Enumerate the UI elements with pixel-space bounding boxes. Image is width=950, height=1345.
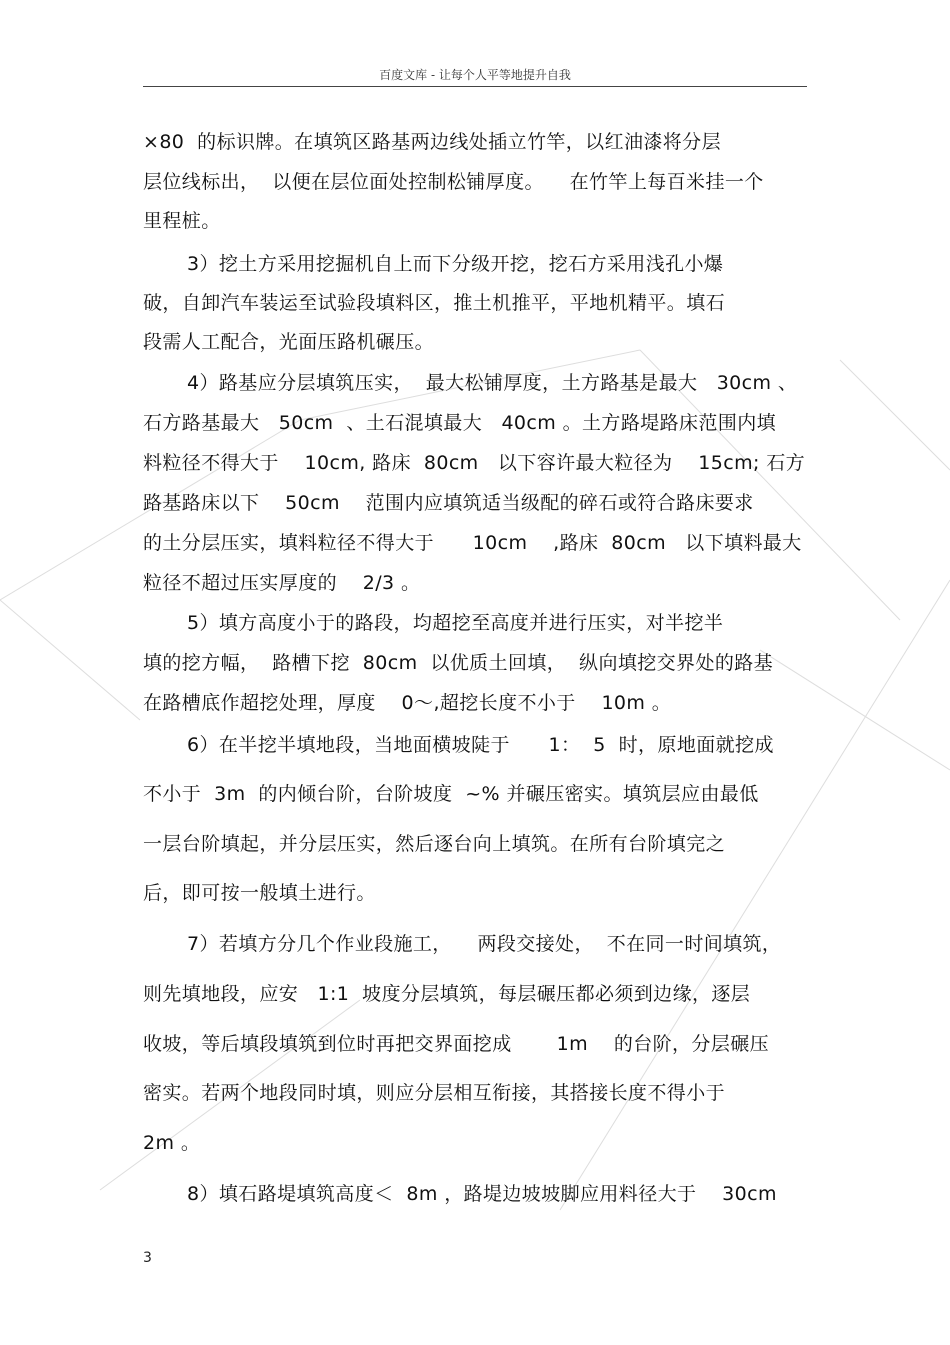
- text-line: 后，即可按一般填土进行。: [143, 882, 376, 904]
- text-line: 粒径不超过压实厚度的 2/3 。: [143, 572, 421, 594]
- text-line: 2m 。: [143, 1132, 201, 1154]
- text-line: 段需人工配合，光面压路机碾压。: [143, 331, 435, 353]
- page-header: 百度文库 - 让每个人平等地提升自我: [379, 68, 571, 82]
- paragraph-start-4: 4）路基应分层填筑压实， 最大松铺厚度，土方路基是最大 30cm 、: [187, 372, 798, 394]
- text-line: 则先填地段，应安 1:1 坡度分层填筑，每层碾压都必须到边缘，逐层: [143, 983, 751, 1005]
- text-line: 的土分层压实，填料粒径不得大于 10cm ,路床 80cm 以下填料最大: [143, 532, 802, 554]
- text-line: ×80 的标识牌。在填筑区路基两边线处插立竹竿，以红油漆将分层: [143, 131, 721, 153]
- text-line: 层位线标出， 以便在层位面处控制松铺厚度。 在竹竿上每百米挂一个: [143, 171, 764, 193]
- paragraph-start-7: 7）若填方分几个作业段施工， 两段交接处， 不在同一时间填筑，: [187, 933, 782, 955]
- text-line: 密实。若两个地段同时填，则应分层相互衔接，其搭接长度不得小于: [143, 1082, 726, 1104]
- text-line: 料粒径不得大于 10cm, 路床 80cm 以下容许最大粒径为 15cm; 石方: [143, 452, 806, 474]
- page-number: 3: [143, 1250, 152, 1266]
- text-line: 路基路床以下 50cm 范围内应填筑适当级配的碎石或符合路床要求: [143, 492, 754, 514]
- text-line: 收坡，等后填段填筑到位时再把交界面挖成 1m 的台阶，分层碾压: [143, 1033, 770, 1055]
- paragraph-start-5: 5）填方高度小于的路段，均超挖至高度并进行压实，对半挖半: [187, 612, 724, 634]
- text-line: 在路槽底作超挖处理，厚度 0～,超挖长度不小于 10m 。: [143, 692, 672, 714]
- paragraph-start-6: 6）在半挖半填地段，当地面横坡陡于 1： 5 时，原地面就挖成: [187, 734, 774, 756]
- text-line: 填的挖方幅， 路槽下挖 80cm 以优质土回填， 纵向填挖交界处的路基: [143, 652, 774, 674]
- text-line: 一层台阶填起，并分层压实，然后逐台向上填筑。在所有台阶填完之: [143, 833, 726, 855]
- text-line: 破，自卸汽车装运至试验段填料区，推土机推平，平地机精平。填石: [143, 292, 726, 314]
- text-line: 不小于 3m 的内倾台阶，台阶坡度 ~% 并碾压密实。填筑层应由最低: [143, 783, 759, 805]
- text-line: 石方路基最大 50cm 、土石混填最大 40cm 。土方路堤路床范围内填: [143, 412, 777, 434]
- paragraph-start-8: 8）填石路堤填筑高度＜ 8m ，路堤边坡坡脚应用料径大于 30cm: [187, 1183, 777, 1205]
- text-line: 里程桩。: [143, 210, 221, 232]
- paragraph-start-3: 3）挖土方采用挖掘机自上而下分级开挖，挖石方采用浅孔小爆: [187, 253, 724, 275]
- header-divider: [143, 86, 807, 87]
